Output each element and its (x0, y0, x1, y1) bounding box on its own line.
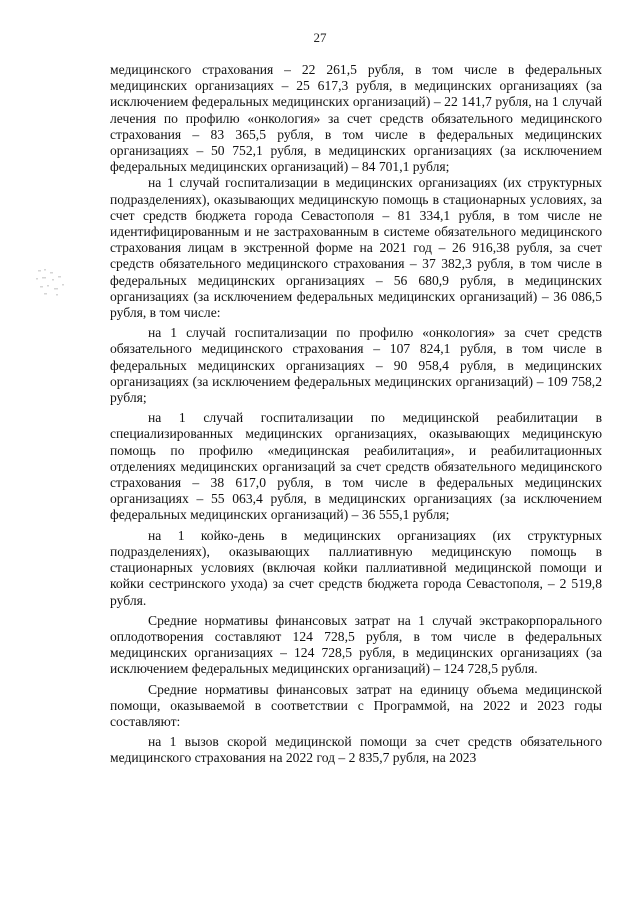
scan-smudge-mark (32, 266, 72, 300)
document-body (110, 62, 602, 767)
paragraph-3: на 1 случай госпитализации по профилю «онкология» за счет средств обязательного медицинского страхования – 107 824,1 рубля, в том числе в федеральных медицинских организациях – 90 958,4 рубля, в медицинских организациях (за исключением федеральных медицинских организаций) – 109 758,2 рубля; (110, 325, 602, 406)
paragraph-7: Средние нормативы финансовых затрат на единицу объема медицинской помощи, оказываемой в соответствии с Программой, на 2022 и 2023 годы составляют: (110, 681, 602, 729)
page-number: 27 (313, 30, 327, 45)
paragraph-2: на 1 случай госпитализации в медицинских организациях (их структурных подразделениях), оказывающих медицинскую помощь в стационарных условиях, за счет средств бюджета города Севастополя – 81 334,1 рубля, в том числе не идентифицированным и не застрахованным в системе обязательного медицинского страхования лицам в экстренной форме на 2021 год – 26 916,38 рубля, за счет средств обязательного медицинского страхования – 37 382,3 рубля, в том числе в федеральных медицинских организациях – 56 680,9 рубля, в медицинских организациях (за исключением федеральных медицинских организаций) – 36 086,5 рубля, в том числе: (110, 175, 602, 321)
paragraph-1: медицинского страхования – 22 261,5 рубля, в том числе в федеральных медицинских организациях – 25 617,3 рубля, в медицинских организациях (за исключением федеральных медицинских организаций) – 22 141,7 рубля, на 1 случай лечения по профилю «онкология» за счет средств обязательного медицинского страхования – 83 365,5 рубля, в том числе в федеральных медицинских организациях – 50 752,1 рубля, в медицинских организациях (за исключением федеральных медицинских организаций) – 84 701,1 рубля; (110, 62, 602, 175)
paragraph-6: Средние нормативы финансовых затрат на 1 случай экстракорпорального оплодотворения составляют 124 728,5 рубля, в том числе в федеральных медицинских организациях – 124 728,5 рубля, в медицинских организациях (за исключением федеральных медицинских организаций) – 124 728,5 рубля. (110, 612, 602, 677)
paragraph-5: на 1 койко-день в медицинских организациях (их структурных подразделениях), оказывающих паллиативную медицинскую помощь в стационарных условиях (включая койки паллиативной медицинской помощи и койки сестринского ухода) за счет средств бюджета города Севастополя, – 2 519,8 рубля. (110, 527, 602, 608)
paragraph-4: на 1 случай госпитализации по медицинской реабилитации в специализированных медицинских организациях, оказывающих медицинскую помощь по профилю «медицинская реабилитация», и реабилитационных отделениях медицинских организаций за счет средств обязательного медицинского страхования – 38 617,0 рубля, в том числе в федеральных медицинских организациях – 55 063,4 рубля, в медицинских организациях (за исключением федеральных медицинских организаций) – 36 555,1 рубля; (110, 410, 602, 523)
paragraph-8: на 1 вызов скорой медицинской помощи за счет средств обязательного медицинского страхования на 2022 год – 2 835,7 рубля, на 2023 (110, 734, 602, 766)
